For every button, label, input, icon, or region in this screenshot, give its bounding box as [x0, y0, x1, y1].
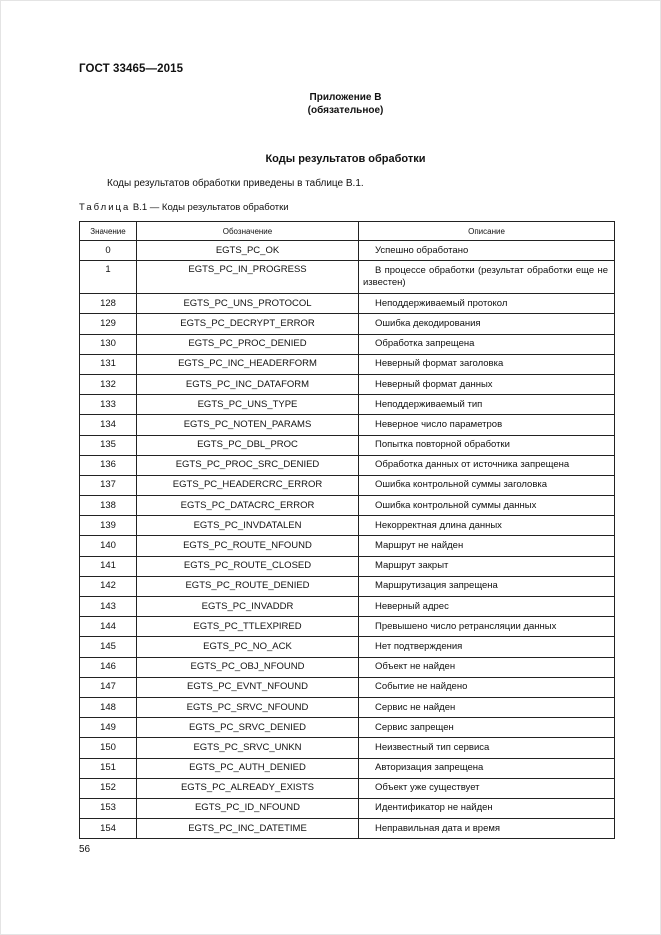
- cell-description: Неверный формат заголовка: [359, 354, 615, 374]
- cell-description: Объект не найден: [359, 657, 615, 677]
- table-row: [80, 798, 615, 818]
- table-row: [80, 677, 615, 697]
- cell-code: EGTS_PC_PROC_DENIED: [137, 334, 359, 354]
- cell-code: EGTS_PC_OK: [137, 241, 359, 261]
- cell-value: 153: [80, 798, 137, 818]
- column-header-code: Обозначение: [137, 222, 359, 241]
- cell-description: В процессе обработки (результат обработки еще не известен): [359, 261, 615, 294]
- section-title: Коды результатов обработки: [265, 153, 426, 165]
- cell-description: Неверный адрес: [359, 597, 615, 617]
- table-header-row: [80, 222, 615, 241]
- cell-value: 145: [80, 637, 137, 657]
- cell-code: EGTS_PC_SRVC_NFOUND: [137, 697, 359, 717]
- cell-code: EGTS_PC_INC_DATETIME: [137, 819, 359, 839]
- cell-value: 137: [80, 475, 137, 495]
- cell-code: EGTS_PC_INVDATALEN: [137, 516, 359, 536]
- table-row: [80, 778, 615, 798]
- cell-description: Авторизация запрещена: [359, 758, 615, 778]
- table-body: [80, 241, 615, 839]
- cell-description: Маршрут не найден: [359, 536, 615, 556]
- cell-description: Неверный формат данных: [359, 374, 615, 394]
- cell-description: Ошибка контрольной суммы заголовка: [359, 475, 615, 495]
- intro-paragraph: Коды результатов обработки приведены в таблице В.1.: [107, 178, 364, 189]
- table-row: [80, 354, 615, 374]
- table-row: [80, 516, 615, 536]
- cell-value: 133: [80, 395, 137, 415]
- cell-value: 131: [80, 354, 137, 374]
- result-codes-table: [79, 221, 615, 839]
- table-row: [80, 738, 615, 758]
- cell-code: EGTS_PC_TTLEXPIRED: [137, 617, 359, 637]
- cell-description: Некорректная длина данных: [359, 516, 615, 536]
- cell-value: 138: [80, 496, 137, 516]
- cell-value: 151: [80, 758, 137, 778]
- table-caption-label: Таблица: [79, 202, 131, 213]
- cell-value: 152: [80, 778, 137, 798]
- table-row: [80, 697, 615, 717]
- cell-value: 140: [80, 536, 137, 556]
- cell-value: 134: [80, 415, 137, 435]
- table-row: [80, 415, 615, 435]
- cell-code: EGTS_PC_OBJ_NFOUND: [137, 657, 359, 677]
- cell-code: EGTS_PC_DATACRC_ERROR: [137, 496, 359, 516]
- cell-value: 143: [80, 597, 137, 617]
- table-row: [80, 637, 615, 657]
- cell-value: 144: [80, 617, 137, 637]
- table-row: [80, 597, 615, 617]
- cell-value: 130: [80, 334, 137, 354]
- table-row: [80, 556, 615, 576]
- table-row: [80, 496, 615, 516]
- cell-code: EGTS_PC_ROUTE_NFOUND: [137, 536, 359, 556]
- cell-value: 149: [80, 718, 137, 738]
- cell-description: Идентификатор не найден: [359, 798, 615, 818]
- table-row: [80, 475, 615, 495]
- cell-description: Успешно обработано: [359, 241, 615, 261]
- cell-code: EGTS_PC_ROUTE_CLOSED: [137, 556, 359, 576]
- page-number: 56: [79, 844, 91, 855]
- cell-description: Неподдерживаемый протокол: [359, 294, 615, 314]
- cell-description: Сервис запрещен: [359, 718, 615, 738]
- cell-code: EGTS_PC_INC_HEADERFORM: [137, 354, 359, 374]
- cell-code: EGTS_PC_INC_DATAFORM: [137, 374, 359, 394]
- cell-code: EGTS_PC_SRVC_UNKN: [137, 738, 359, 758]
- cell-code: EGTS_PC_EVNT_NFOUND: [137, 677, 359, 697]
- cell-value: 1: [80, 261, 137, 294]
- cell-description: Превышено число ретрансляции данных: [359, 617, 615, 637]
- cell-value: 141: [80, 556, 137, 576]
- column-header-description: Описание: [359, 222, 615, 241]
- cell-code: EGTS_PC_NOTEN_PARAMS: [137, 415, 359, 435]
- cell-code: EGTS_PC_ALREADY_EXISTS: [137, 778, 359, 798]
- column-header-value: Значение: [80, 222, 137, 241]
- table-row: [80, 657, 615, 677]
- cell-code: EGTS_PC_UNS_TYPE: [137, 395, 359, 415]
- cell-value: 135: [80, 435, 137, 455]
- table-row: [80, 819, 615, 839]
- cell-value: 139: [80, 516, 137, 536]
- appendix-title: Приложение В: [309, 92, 382, 103]
- cell-code: EGTS_PC_IN_PROGRESS: [137, 261, 359, 294]
- table-row: [80, 455, 615, 475]
- table-row: [80, 241, 615, 261]
- cell-description: Объект уже существует: [359, 778, 615, 798]
- cell-description: Обработка данных от источника запрещена: [359, 455, 615, 475]
- table-row: [80, 294, 615, 314]
- cell-description: Неизвестный тип сервиса: [359, 738, 615, 758]
- cell-value: 132: [80, 374, 137, 394]
- standard-header: ГОСТ 33465—2015: [79, 63, 184, 75]
- cell-description: Событие не найдено: [359, 677, 615, 697]
- cell-value: 148: [80, 697, 137, 717]
- cell-description: Неподдерживаемый тип: [359, 395, 615, 415]
- cell-description: Нет подтверждения: [359, 637, 615, 657]
- cell-value: 142: [80, 576, 137, 596]
- cell-value: 129: [80, 314, 137, 334]
- cell-code: EGTS_PC_DECRYPT_ERROR: [137, 314, 359, 334]
- table-row: [80, 261, 615, 294]
- table-caption-text: В.1 — Коды результатов обработки: [132, 202, 289, 213]
- cell-description: Маршрутизация запрещена: [359, 576, 615, 596]
- table-row: [80, 395, 615, 415]
- cell-description: Ошибка контрольной суммы данных: [359, 496, 615, 516]
- cell-value: 154: [80, 819, 137, 839]
- cell-value: 0: [80, 241, 137, 261]
- table-row: [80, 576, 615, 596]
- appendix-status: (обязательное): [307, 105, 384, 116]
- table-row: [80, 617, 615, 637]
- cell-code: EGTS_PC_DBL_PROC: [137, 435, 359, 455]
- table-row: [80, 718, 615, 738]
- cell-code: EGTS_PC_UNS_PROTOCOL: [137, 294, 359, 314]
- cell-value: 150: [80, 738, 137, 758]
- cell-value: 146: [80, 657, 137, 677]
- table-row: [80, 536, 615, 556]
- table-row: [80, 374, 615, 394]
- cell-code: EGTS_PC_HEADERCRC_ERROR: [137, 475, 359, 495]
- cell-value: 136: [80, 455, 137, 475]
- table-row: [80, 435, 615, 455]
- table-row: [80, 334, 615, 354]
- appendix-heading: [0, 91, 661, 117]
- cell-description: Маршрут закрыт: [359, 556, 615, 576]
- cell-code: EGTS_PC_SRVC_DENIED: [137, 718, 359, 738]
- cell-code: EGTS_PC_PROC_SRC_DENIED: [137, 455, 359, 475]
- table-row: [80, 314, 615, 334]
- cell-code: EGTS_PC_NO_ACK: [137, 637, 359, 657]
- cell-description: Ошибка декодирования: [359, 314, 615, 334]
- cell-code: EGTS_PC_AUTH_DENIED: [137, 758, 359, 778]
- cell-value: 128: [80, 294, 137, 314]
- cell-value: 147: [80, 677, 137, 697]
- cell-code: EGTS_PC_ROUTE_DENIED: [137, 576, 359, 596]
- cell-code: EGTS_PC_INVADDR: [137, 597, 359, 617]
- cell-description: Сервис не найден: [359, 697, 615, 717]
- table-row: [80, 758, 615, 778]
- cell-description: Попытка повторной обработки: [359, 435, 615, 455]
- cell-description: Неправильная дата и время: [359, 819, 615, 839]
- table-caption: [79, 202, 289, 213]
- cell-code: EGTS_PC_ID_NFOUND: [137, 798, 359, 818]
- cell-description: Обработка запрещена: [359, 334, 615, 354]
- cell-description: Неверное число параметров: [359, 415, 615, 435]
